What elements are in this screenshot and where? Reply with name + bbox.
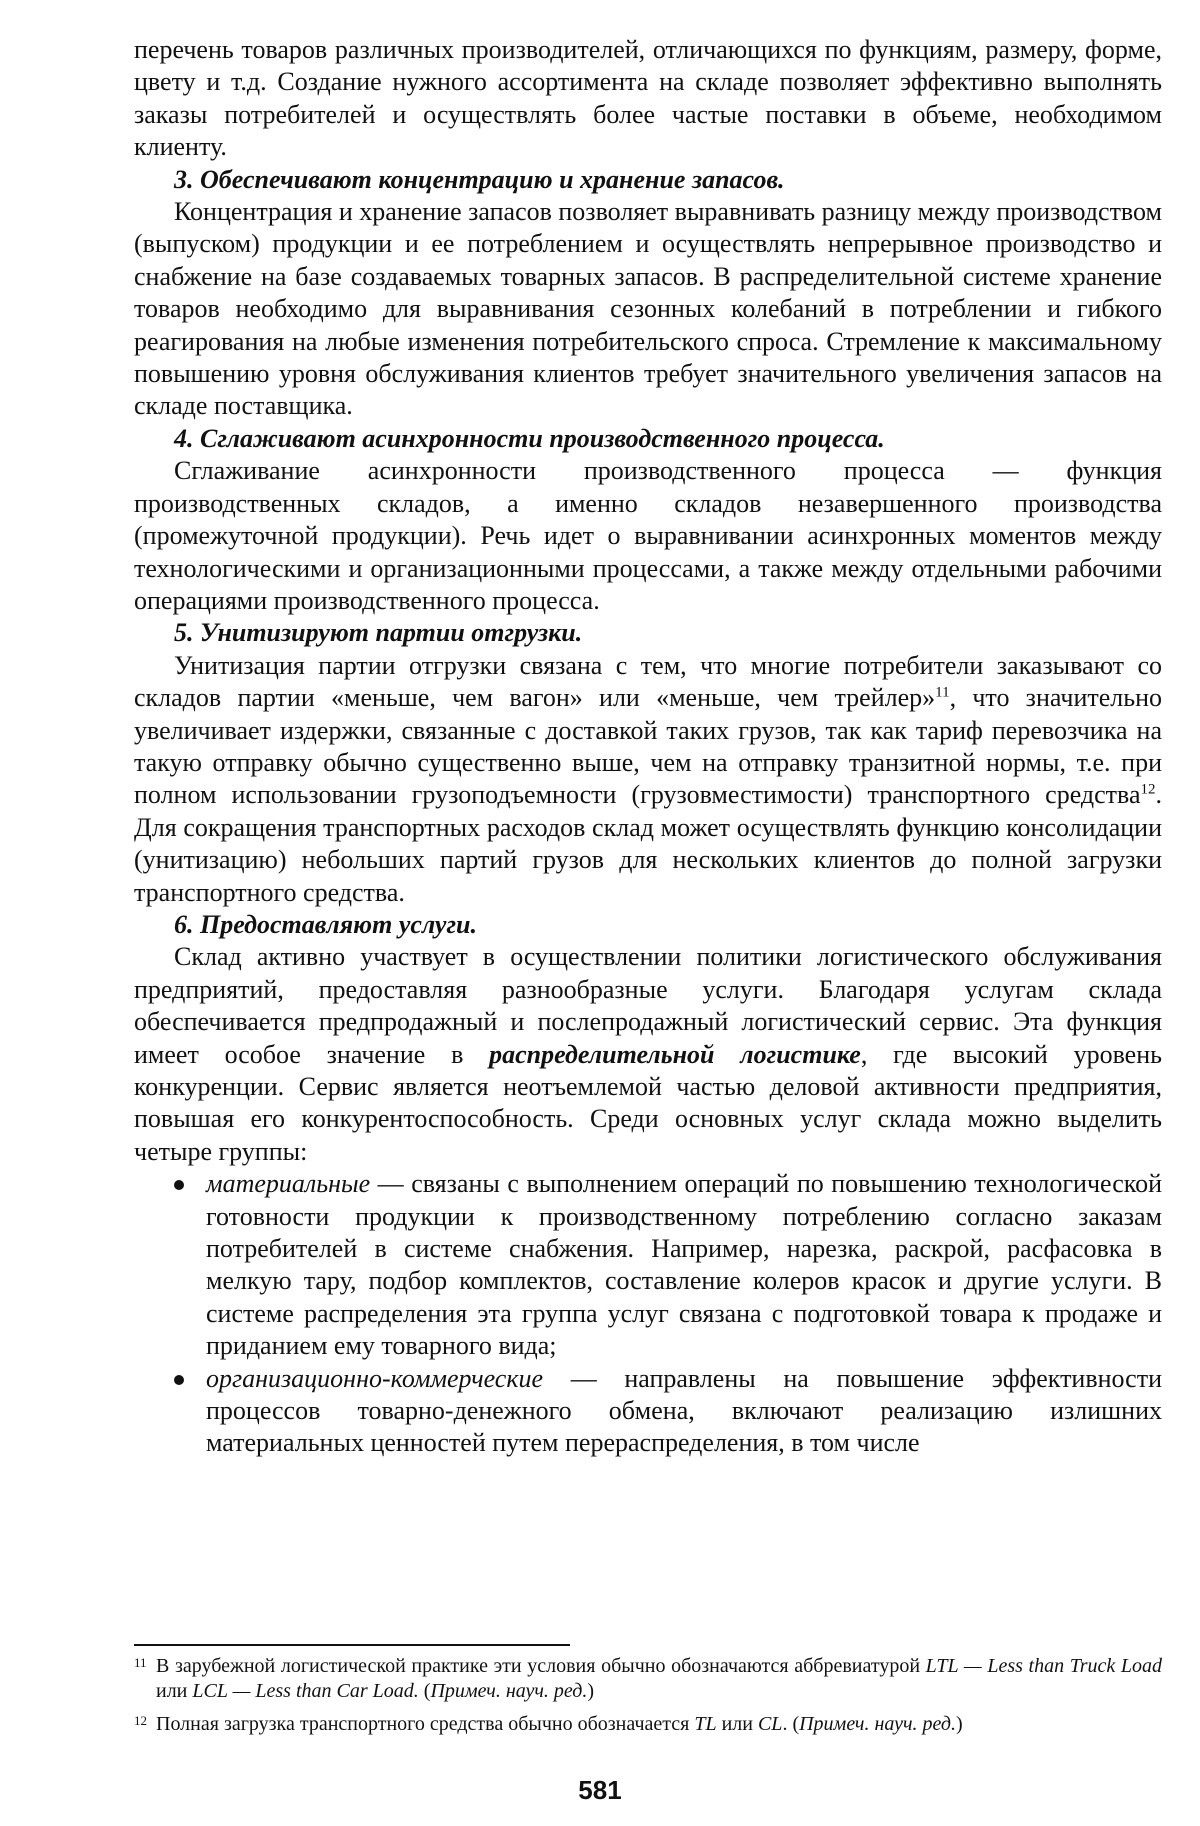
heading-inventory: 3. Обеспечивают концентрацию и хранение запасов. bbox=[174, 164, 785, 194]
text-run: , где высокий уровень конкуренции. Сервис является неотъемлемой частью деловой активности предприятия, повышая его конкурентоспособность. Среди основных услуг склада можно выделить четыре группы: bbox=[134, 1039, 1162, 1166]
text-run: Унитизация партии отгрузки связана с тем, что многие потребители заказывают со складов партии «меньше, чем вагон» или «меньше, чем трейлер» bbox=[134, 650, 1162, 713]
text-run: CL bbox=[757, 1713, 783, 1735]
paragraph-services bbox=[134, 941, 1162, 1168]
list-item bbox=[134, 1363, 1162, 1460]
list-item-term: материальные bbox=[206, 1169, 371, 1199]
text-run: LTL — Less than Truck Load bbox=[925, 1655, 1162, 1677]
list-item-text: — связаны с выполнением операций по повышению технологической готовности продукции к производственному потреблению согласно заказам потребителей в системе снабжения. Например, нарезка, раскрой, расфасовка в мелкую тару, подбор комплектов, составление колеров красок и другие услуги. В системе распределения эта группа услуг связана с подготовкой товара к продаже и приданием ему товарного вида; bbox=[206, 1169, 1162, 1361]
text-run: Полная загрузка транспортного средства обычно обозначается bbox=[156, 1713, 695, 1735]
paragraph-unitization bbox=[134, 650, 1162, 909]
paragraph-asynchrony: Сглаживание асинхронности производственного процесса — функция производственных складов, а именно складов незавершенного производства (промежуточной продукции). Речь идет о выравнивании асинхронных моментов между технологическими и организационными процессами, а также между отдельными рабочими операциями производственного процесса. bbox=[134, 456, 1162, 615]
footnote-ref-11[interactable]: 11 bbox=[935, 684, 950, 701]
main-text bbox=[134, 34, 1162, 1460]
text-run: TL bbox=[694, 1713, 717, 1735]
text-run: Примеч. науч. ред. bbox=[430, 1680, 588, 1702]
text-run: . ( bbox=[782, 1713, 800, 1735]
text-run: LCL — Less than Car Load. bbox=[192, 1680, 419, 1702]
list-item-text: — направлены на повышение эффективности процессов товарно-денежного обмена, включают реализацию излишних материальных ценностей путем перераспределения, в том числе bbox=[206, 1363, 1162, 1458]
text-run: ( bbox=[418, 1680, 431, 1702]
heading-unitization: 5. Унитизируют партии отгрузки. bbox=[174, 618, 583, 648]
bullet-icon bbox=[174, 1180, 184, 1190]
paragraph-inventory: Концентрация и хранение запасов позволяет выравнивать разницу между производством (выпуском) продукции и ее потреблением и осуществлять непрерывное производство и снабжение на базе создаваемых товарных запасов. В распределительной системе хранение товаров необходимо для выравнивания сезонных колебаний в потреблении и гибкого реагирования на любые изменения потребительского спроса. Стремление к максимальному повышению уровня обслуживания клиентов требует значительного увеличения запасов на складе поставщика. bbox=[134, 197, 1162, 421]
heading-services: 6. Предоставляют услуги. bbox=[174, 909, 478, 939]
text-run: Примеч. науч. ред. bbox=[799, 1713, 957, 1735]
services-list bbox=[134, 1168, 1162, 1460]
footnote-12 bbox=[134, 1712, 1162, 1737]
list-item bbox=[134, 1168, 1162, 1362]
text-run: . Для сокращения транспортных расходов склад может осуществлять функцию консолидации (унитизацию) небольших партий грузов для нескольких клиентов до полной загрузки транспортного средства. bbox=[134, 780, 1162, 907]
footnote-divider bbox=[134, 1644, 570, 1646]
list-item-term: организационно-коммерческие bbox=[206, 1363, 544, 1393]
footnote-mark: 11 bbox=[134, 1655, 147, 1670]
paragraph-assortment: перечень товаров различных производителей, отличающихся по функциям, размеру, форме, цвету и т.д. Создание нужного ассортимента на складе позволяет эффективно выполнять заказы потребителей и осуществлять более частые поставки в объеме, необходимом клиенту. bbox=[134, 35, 1162, 162]
text-run: Склад активно участвует в осуществлении политики логистического обслуживания предприятий, предоставляя разнообразные услуги. Благодаря услугам склада обеспечивается предпродажный и послепродажный логистический сервис. Эта функция имеет особое значение в bbox=[134, 942, 1162, 1069]
text-run: ) bbox=[956, 1713, 963, 1735]
footnote-11 bbox=[134, 1654, 1162, 1704]
emphasis-term: распределительной логистике bbox=[489, 1039, 861, 1069]
text-run: , что значительно увеличивает издержки, связанные с доставкой таких грузов, так как тариф перевозчика на такую отправку обычно существенно выше, чем на отправку транзитной нормы, т.е. при полном использовании грузоподъемности (грузовместимости) транспортного средства bbox=[134, 683, 1163, 810]
text-run: или bbox=[156, 1680, 193, 1702]
text-run: ) bbox=[587, 1680, 595, 1702]
footnote-mark: 12 bbox=[134, 1713, 147, 1728]
text-run: или bbox=[716, 1713, 758, 1735]
text-run: В зарубежной логистической практике эти условия обычно обозначаются аббревиатурой bbox=[156, 1655, 926, 1677]
bullet-icon bbox=[174, 1375, 184, 1385]
footnotes bbox=[134, 1654, 1162, 1745]
footnote-ref-12[interactable]: 12 bbox=[1140, 781, 1156, 798]
page-number: 581 bbox=[578, 1775, 622, 1805]
heading-asynchrony: 4. Сглаживают асинхронности производственного процесса. bbox=[174, 423, 885, 453]
